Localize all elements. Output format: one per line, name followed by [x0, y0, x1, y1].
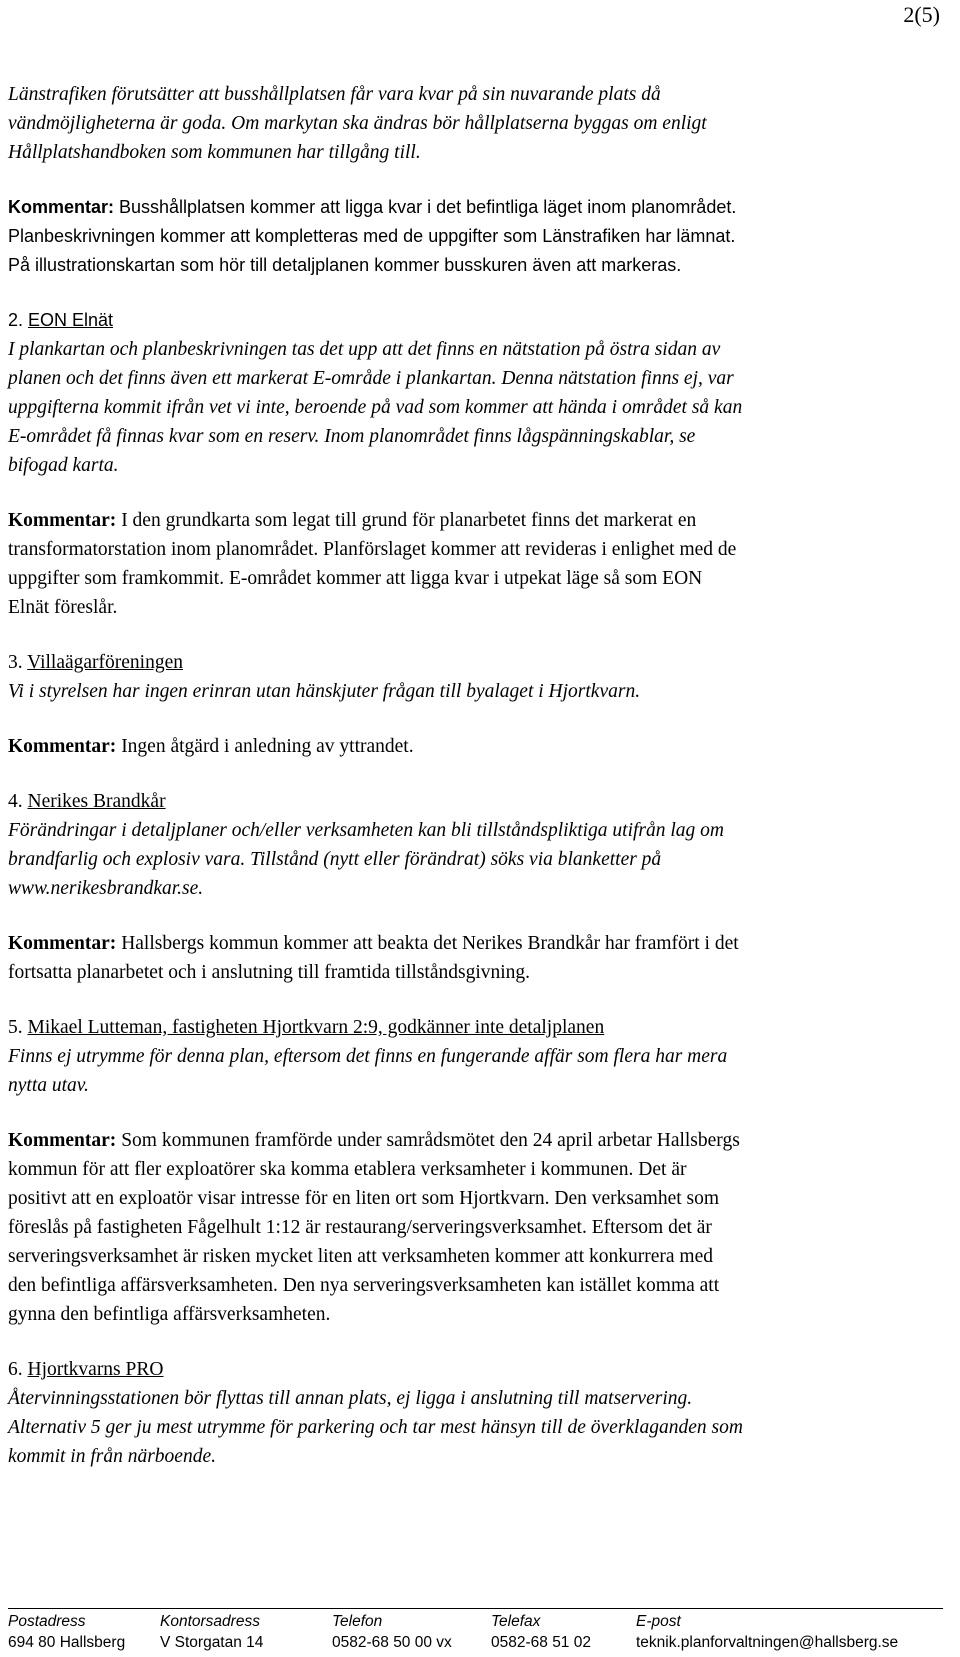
section-heading-2: 2. EON Elnät	[8, 310, 114, 330]
comment-text: Som kommunen framförde under samrådsmötet den 24 april arbetar Hallsbergs	[116, 1130, 740, 1151]
footer-label: Postadress	[8, 1613, 86, 1630]
remark-text: bifogad karta.	[8, 455, 119, 476]
comment-text: uppgifter som framkommit. E-området kommer att ligga kvar i utpekat läge så som EON	[8, 568, 703, 589]
remark-text: planen och det finns även ett markerat E-område i plankartan. Denna nätstation finns ej, var	[8, 368, 734, 389]
comment-paragraph	[8, 193, 943, 222]
footer-epost	[636, 1611, 898, 1653]
comment-label: Kommentar:	[8, 197, 115, 217]
comment-text: Planbeskrivningen kommer att kompletteras med de uppgifter som Länstrafiken har lämnat.	[8, 226, 736, 246]
remark-text: Vi i styrelsen har ingen erinran utan hänskjuter frågan till byalaget i Hjortkvarn.	[8, 681, 641, 702]
comment-paragraph	[8, 1126, 943, 1155]
comment-text: föreslås på fastigheten Fågelhult 1:12 är restaurang/serveringsverksamhet. Eftersom det är	[8, 1217, 712, 1238]
footer-label: Kontorsadress	[160, 1613, 260, 1630]
comment-label: Kommentar:	[8, 933, 117, 954]
comment-text: serveringsverksamhet är risken mycket liten att verksamheten kommer att konkurrera med	[8, 1246, 713, 1267]
section-heading-4: 4. Nerikes Brandkår	[8, 791, 166, 812]
comment-text: kommun för att fler exploatörer ska komma etablera verksamheter i kommunen. Det är	[8, 1159, 687, 1180]
comment-text: positivt att en exploatör visar intresse för en liten ort som Hjortkvarn. Den verksamhet som	[8, 1188, 720, 1209]
footer-postadress	[8, 1611, 125, 1653]
page-number: 2(5)	[903, 2, 940, 27]
remark-text: uppgifterna kommit ifrån vet vi inte, beroende på vad som kommer att hända i området så kan	[8, 397, 743, 418]
footer-value: V Storgatan 14	[160, 1634, 264, 1651]
comment-text: På illustrationskartan som hör till detaljplanen kommer busskuren även att markeras.	[8, 255, 682, 275]
page-footer	[8, 1608, 943, 1651]
comment-text: Elnät föreslår.	[8, 597, 118, 618]
remark-text: Återvinningsstationen bör flyttas till annan plats, ej ligga i anslutning till matservering.	[8, 1388, 693, 1409]
remark-text: vändmöjligheterna är goda. Om markytan ska ändras bör hållplatserna byggas om enligt	[8, 113, 707, 134]
comment-label: Kommentar:	[8, 1130, 117, 1151]
footer-value: 0582-68 51 02	[491, 1634, 591, 1651]
section-heading-5: 5. Mikael Lutteman, fastigheten Hjortkvarn 2:9, godkänner inte detaljplanen	[8, 1017, 605, 1038]
comment-text: Hallsbergs kommun kommer att beakta det Nerikes Brandkår har framfört i det	[116, 933, 739, 954]
section-heading-3: 3. Villaägarföreningen	[8, 652, 183, 673]
remark-text: www.nerikesbrandkar.se.	[8, 878, 204, 899]
comment-paragraph	[8, 506, 943, 535]
comment-paragraph	[8, 732, 943, 761]
footer-value: 694 80 Hallsberg	[8, 1634, 126, 1651]
document-body	[8, 80, 943, 1471]
remark-text: kommit in från närboende.	[8, 1446, 216, 1467]
remark-text: Alternativ 5 ger ju mest utrymme för parkering och tar mest hänsyn till de överklaganden som	[8, 1417, 743, 1438]
comment-text: fortsatta planarbetet och i anslutning till framtida tillståndsgivning.	[8, 962, 531, 983]
footer-telefax	[491, 1611, 591, 1653]
footer-label: Telefon	[332, 1613, 383, 1630]
footer-value: 0582-68 50 00 vx	[332, 1634, 452, 1651]
footer-telefon	[332, 1611, 452, 1653]
comment-paragraph	[8, 929, 943, 958]
remark-text: E-området få finnas kvar som en reserv. Inom planområdet finns lågspänningskablar, se	[8, 426, 696, 447]
footer-label: E-post	[636, 1613, 681, 1630]
comment-text: Busshållplatsen kommer att ligga kvar i det befintliga läget inom planområdet.	[114, 197, 737, 217]
comment-text: I den grundkarta som legat till grund för planarbetet finns det markerat en	[116, 510, 697, 531]
comment-text: transformatorstation inom planområdet. Planförslaget kommer att revideras i enlighet med de	[8, 539, 737, 560]
remark-text: nytta utav.	[8, 1075, 89, 1096]
remark-text: Förändringar i detaljplaner och/eller verksamheten kan bli tillståndspliktiga utifrån lag om	[8, 820, 725, 841]
comment-text: den befintliga affärsverksamheten. Den nya serveringsverksamheten kan istället komma att	[8, 1275, 720, 1296]
section-heading-6: 6. Hjortkvarns PRO	[8, 1359, 164, 1380]
footer-kontorsadress	[160, 1611, 263, 1653]
footer-email-link[interactable]: teknik.planforvaltningen@hallsberg.se	[636, 1634, 899, 1651]
footer-label: Telefax	[491, 1613, 541, 1630]
remark-text: Hållplatshandboken som kommunen har tillgång till.	[8, 142, 421, 163]
comment-text: Ingen åtgärd i anledning av yttrandet.	[116, 736, 414, 757]
comment-label: Kommentar:	[8, 510, 117, 531]
remark-text: I plankartan och planbeskrivningen tas det upp att det finns en nätstation på östra sidan av	[8, 339, 721, 360]
remark-text: brandfarlig och explosiv vara. Tillstånd (nytt eller förändrat) söks via blanketter på	[8, 849, 662, 870]
comment-text: gynna den befintliga affärsverksamheten.	[8, 1304, 331, 1325]
remark-text: Finns ej utrymme för denna plan, eftersom det finns en fungerande affär som flera har mera	[8, 1046, 728, 1067]
remark-text: Länstrafiken förutsätter att busshållplatsen får vara kvar på sin nuvarande plats då	[8, 84, 661, 105]
comment-label: Kommentar:	[8, 736, 117, 757]
